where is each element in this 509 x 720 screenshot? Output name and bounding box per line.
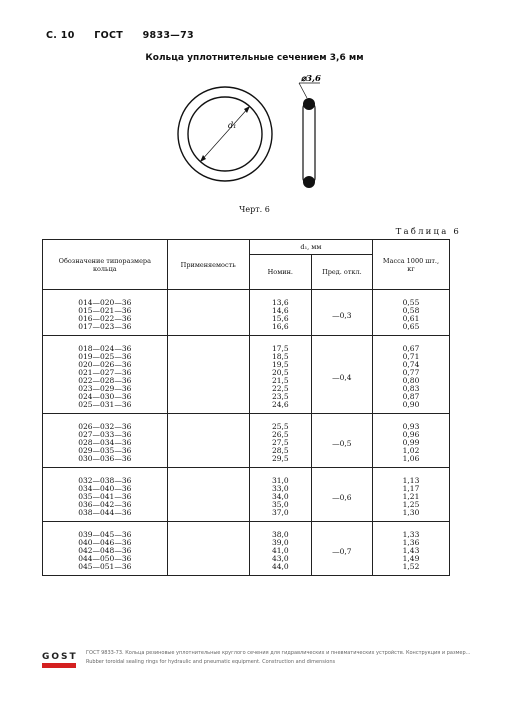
mass-cell-value: 1,49: [402, 554, 420, 563]
gost-logo: [42, 652, 76, 668]
nominal-cell-value: 19,5: [271, 360, 289, 369]
nominal-cell-value: 43,0: [271, 554, 289, 563]
logo-bar: [42, 663, 76, 668]
col-header-d1: d₁, мм: [249, 240, 372, 255]
nominal-cell-value: 14,6: [271, 306, 289, 315]
designation-cell-value: 016—022—36: [78, 314, 132, 323]
nominal-cell-value: 23,5: [271, 392, 289, 401]
tolerance-cell: —0,4: [311, 336, 372, 414]
section-top: [303, 98, 315, 110]
designation-cell-value: 028—034—36: [78, 438, 132, 447]
table-row-group: [43, 336, 450, 414]
designation-cell-value: 030—036—36: [78, 454, 132, 463]
mass-cell-value: 0,74: [402, 360, 420, 369]
mass-cell-value: 0,65: [402, 322, 420, 331]
designation-cell-value: 022—028—36: [78, 376, 132, 385]
mass-cell-value: 1,02: [402, 446, 420, 455]
page-number: С. 10: [46, 30, 75, 41]
ring-size-table: [42, 239, 450, 576]
tolerance-cell: —0,3: [311, 290, 372, 336]
nominal-cell: [249, 290, 311, 336]
mass-cell-value: 1,33: [402, 530, 420, 539]
mass-cell-value: 0,55: [402, 298, 420, 307]
nominal-cell-value: 37,0: [271, 508, 289, 517]
nominal-cell-value: 44,0: [271, 562, 289, 571]
col-header-mass: Масса 1000 шт., кг: [372, 240, 449, 290]
designation-cell-value: 027—033—36: [78, 430, 132, 439]
nominal-cell: [249, 336, 311, 414]
standard-name: ГОСТ: [94, 30, 124, 41]
nominal-cell: [249, 468, 311, 522]
nominal-cell-value: 18,5: [271, 352, 289, 361]
designation-cell: [43, 336, 168, 414]
section-leader: [299, 83, 307, 98]
designation-cell: [43, 522, 168, 576]
nominal-cell-value: 13,6: [271, 298, 289, 307]
mass-cell-value: 0,61: [402, 314, 420, 323]
tolerance-cell: —0,6: [311, 468, 372, 522]
footer: [42, 649, 482, 673]
mass-cell-value: 1,52: [402, 562, 420, 571]
designation-cell-value: 038—044—36: [78, 508, 132, 517]
applicability-cell: [167, 414, 249, 468]
nominal-cell-value: 25,5: [271, 422, 289, 431]
figure-caption: Черт. 6: [239, 205, 270, 214]
designation-cell-value: 018—024—36: [78, 344, 132, 353]
ring-side-view: [303, 102, 315, 184]
nominal-cell-value: 22,5: [271, 384, 289, 393]
nominal-cell-value: 33,0: [271, 484, 289, 493]
table-row-group: [43, 468, 450, 522]
designation-cell-value: 014—020—36: [78, 298, 132, 307]
mass-cell-value: 0,77: [402, 368, 420, 377]
nominal-cell-value: 17,5: [271, 344, 289, 353]
mass-cell-value: 0,80: [402, 376, 420, 385]
designation-cell-value: 044—050—36: [78, 554, 132, 563]
mass-cell-value: 0,71: [402, 352, 420, 361]
mass-cell: [372, 468, 449, 522]
mass-cell: [372, 290, 449, 336]
section-title: Кольца уплотнительные сечением 3,6 мм: [145, 53, 364, 63]
mass-cell-value: 1,17: [402, 484, 420, 493]
mass-cell-value: 0,87: [402, 392, 420, 401]
nominal-cell-value: 28,5: [271, 446, 289, 455]
mass-cell-value: 1,06: [402, 454, 420, 463]
mass-cell-value: 0,99: [402, 438, 420, 447]
nominal-cell-value: 34,0: [271, 492, 289, 501]
mass-cell-value: 1,36: [402, 538, 420, 547]
designation-cell-value: 036—042—36: [78, 500, 132, 509]
designation-cell-value: 017—023—36: [78, 322, 132, 331]
designation-cell: [43, 414, 168, 468]
col-header-tolerance: Пред. откл.: [311, 255, 372, 290]
designation-cell-value: 026—032—36: [78, 422, 132, 431]
standard-number: 9833—73: [142, 30, 194, 41]
designation-cell-value: 045—051—36: [78, 562, 132, 571]
mass-cell: [372, 336, 449, 414]
col-header-designation: Обозначение типоразмера кольца: [43, 240, 168, 290]
designation-cell-value: 039—045—36: [78, 530, 132, 539]
mass-cell-value: 1,25: [402, 500, 420, 509]
mass-cell-value: 1,43: [402, 546, 420, 555]
nominal-cell: [249, 522, 311, 576]
designation-cell-value: 020—026—36: [78, 360, 132, 369]
designation-cell-value: 042—048—36: [78, 546, 132, 555]
designation-cell-value: 034—040—36: [78, 484, 132, 493]
nominal-cell-value: 20,5: [271, 368, 289, 377]
designation-cell-value: 025—031—36: [78, 400, 132, 409]
nominal-cell-value: 38,0: [271, 530, 289, 539]
mass-cell-value: 0,96: [402, 430, 420, 439]
col-header-applicability: Применяемость: [167, 240, 249, 290]
footer-text: [86, 649, 482, 667]
mass-cell: [372, 522, 449, 576]
table-label: Таблица 6: [395, 227, 461, 237]
applicability-cell: [167, 290, 249, 336]
diameter-label: d₁: [228, 121, 237, 130]
designation-cell-value: 015—021—36: [78, 306, 132, 315]
designation-cell-value: 021—027—36: [78, 368, 132, 377]
page-header: [46, 30, 210, 41]
nominal-cell-value: 39,0: [271, 538, 289, 547]
section-label: ⌀3,6: [301, 74, 321, 84]
table-row-group: [43, 522, 450, 576]
table-row-group: [43, 414, 450, 468]
mass-cell-value: 1,13: [402, 476, 420, 485]
mass-cell-value: 0,90: [402, 400, 420, 409]
applicability-cell: [167, 336, 249, 414]
nominal-cell-value: 31,0: [271, 476, 289, 485]
mass-cell: [372, 414, 449, 468]
applicability-cell: [167, 522, 249, 576]
mass-cell-value: 0,67: [402, 344, 420, 353]
mass-cell-value: 1,30: [402, 508, 420, 517]
mass-cell-value: 1,21: [402, 492, 420, 501]
footer-line-en: Rubber toroidal sealing rings for hydraulic and pneumatic equipment. Construction and dimensions: [86, 659, 336, 665]
applicability-cell: [167, 468, 249, 522]
designation-cell-value: 029—035—36: [78, 446, 132, 455]
footer-line-ru: ГОСТ 9833-73. Кольца резиновые уплотнительные круглого сечения для гидравлических и пневматических устройств. Конструкция и размер...: [86, 650, 471, 656]
designation-cell: [43, 290, 168, 336]
nominal-cell-value: 35,0: [271, 500, 289, 509]
diameter-line: [200, 106, 250, 162]
tolerance-cell: —0,5: [311, 414, 372, 468]
designation-cell-value: 040—046—36: [78, 538, 132, 547]
designation-cell-value: 019—025—36: [78, 352, 132, 361]
designation-cell-value: 035—041—36: [78, 492, 132, 501]
logo-text: GOST: [42, 652, 78, 662]
nominal-cell-value: 16,6: [271, 322, 289, 331]
table-row-group: [43, 290, 450, 336]
tolerance-cell: —0,7: [311, 522, 372, 576]
nominal-cell-value: 21,5: [271, 376, 289, 385]
mass-cell-value: 0,93: [402, 422, 420, 431]
section-bottom: [303, 176, 315, 188]
designation-cell-value: 024—030—36: [78, 392, 132, 401]
mass-cell-value: 0,83: [402, 384, 420, 393]
designation-cell-value: 032—038—36: [78, 476, 132, 485]
nominal-cell-value: 27,5: [271, 438, 289, 447]
nominal-cell-value: 26,5: [271, 430, 289, 439]
mass-cell-value: 0,58: [402, 306, 420, 315]
nominal-cell-value: 15,6: [271, 314, 289, 323]
designation-cell: [43, 468, 168, 522]
ring-drawing: [160, 66, 360, 206]
nominal-cell-value: 29,5: [271, 454, 289, 463]
nominal-cell: [249, 414, 311, 468]
col-header-nominal: Номин.: [249, 255, 311, 290]
nominal-cell-value: 24,6: [271, 400, 289, 409]
nominal-cell-value: 41,0: [271, 546, 289, 555]
designation-cell-value: 023—029—36: [78, 384, 132, 393]
